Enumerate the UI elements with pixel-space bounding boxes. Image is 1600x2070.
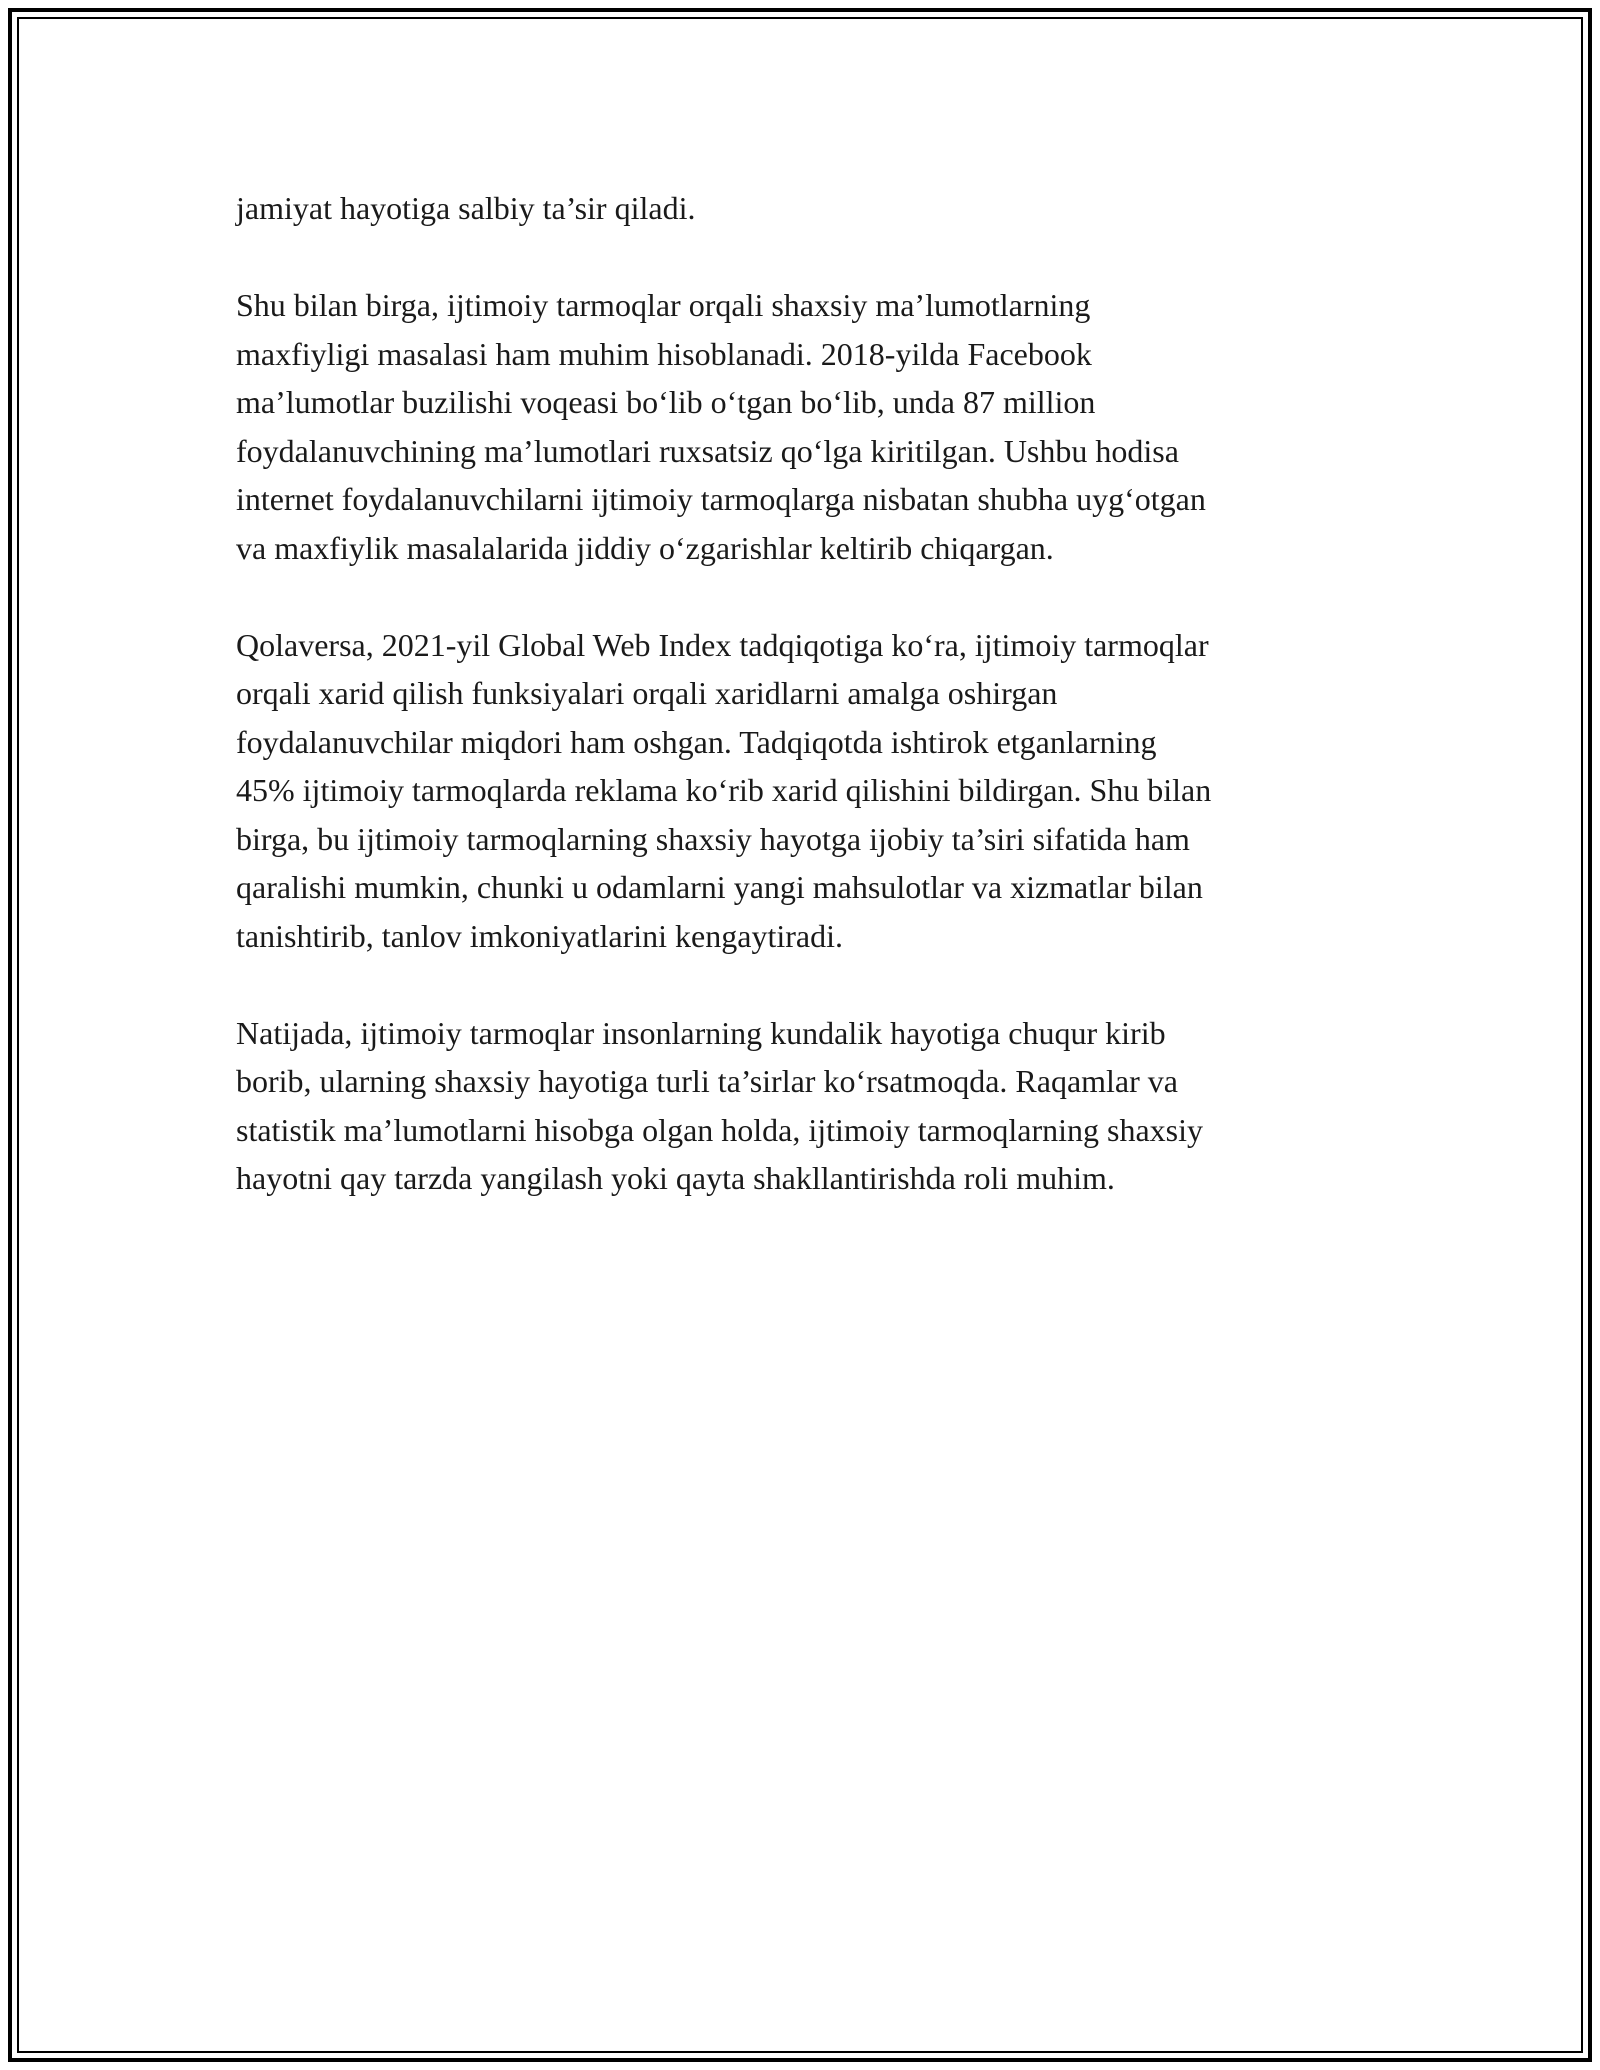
text-line: foydalanuvchilar miqdori ham oshgan. Tadqiqotda ishtirok etganlarning [236, 723, 1157, 760]
text-line: ma’lumotlar buzilishi voqeasi bo‘lib o‘tgan bo‘lib, unda 87 million [236, 384, 1096, 420]
text-line: qaralishi mumkin, chunki u odamlarni yangi mahsulotlar va xizmatlar bilan [236, 869, 1203, 905]
text-line: jamiyat hayotiga salbiy ta’sir qiladi. [236, 190, 696, 226]
text-line: va maxfiylik masalalarida jiddiy o‘zgarishlar keltirib chiqargan. [236, 529, 1054, 566]
text-line: tanishtirib, tanlov imkoniyatlarini kengaytiradi. [236, 917, 843, 954]
paragraph-4 [236, 1009, 1376, 1203]
text-line: internet foydalanuvchilarni ijtimoiy tarmoqlarga nisbatan shubha uyg‘otgan [236, 481, 1206, 517]
text-line: hayotni qay tarzda yangilash yoki qayta shakllantirishda roli muhim. [236, 1160, 1115, 1196]
text-line: orqali xarid qilish funksiyalari orqali xaridlarni amalga oshirgan [236, 675, 1058, 711]
text-line: birga, bu ijtimoiy tarmoqlarning shaxsiy hayotga ijobiy ta’siri sifatida ham [236, 820, 1190, 857]
text-line: Shu bilan birga, ijtimoiy tarmoqlar orqali shaxsiy ma’lumotlarning [236, 287, 1091, 323]
text-line: borib, ularning shaxsiy hayotiga turli ta’sirlar ko‘rsatmoqda. Raqamlar va [236, 1063, 1178, 1099]
paragraph-1 [236, 184, 1376, 233]
text-line: Natijada, ijtimoiy tarmoqlar insonlarning kundalik hayotiga chuqur kirib [236, 1014, 1166, 1051]
text-line: maxfiyligi masalasi ham muhim hisoblanadi. 2018-yilda Facebook [236, 335, 1092, 372]
document-body [236, 184, 1376, 1251]
text-line: Qolaversa, 2021-yil Global Web Index tadqiqotiga ko‘ra, ijtimoiy tarmoqlar [236, 626, 1209, 663]
text-line: foydalanuvchining ma’lumotlari ruxsatsiz qo‘lga kiritilgan. Ushbu hodisa [236, 432, 1179, 469]
text-line: statistik ma’lumotlarni hisobga olgan holda, ijtimoiy tarmoqlarning shaxsiy [236, 1111, 1203, 1148]
text-line: 45% ijtimoiy tarmoqlarda reklama ko‘rib xarid qilishini bildirgan. Shu bilan [236, 772, 1212, 808]
paragraph-2 [236, 281, 1376, 572]
paragraph-3 [236, 621, 1376, 961]
